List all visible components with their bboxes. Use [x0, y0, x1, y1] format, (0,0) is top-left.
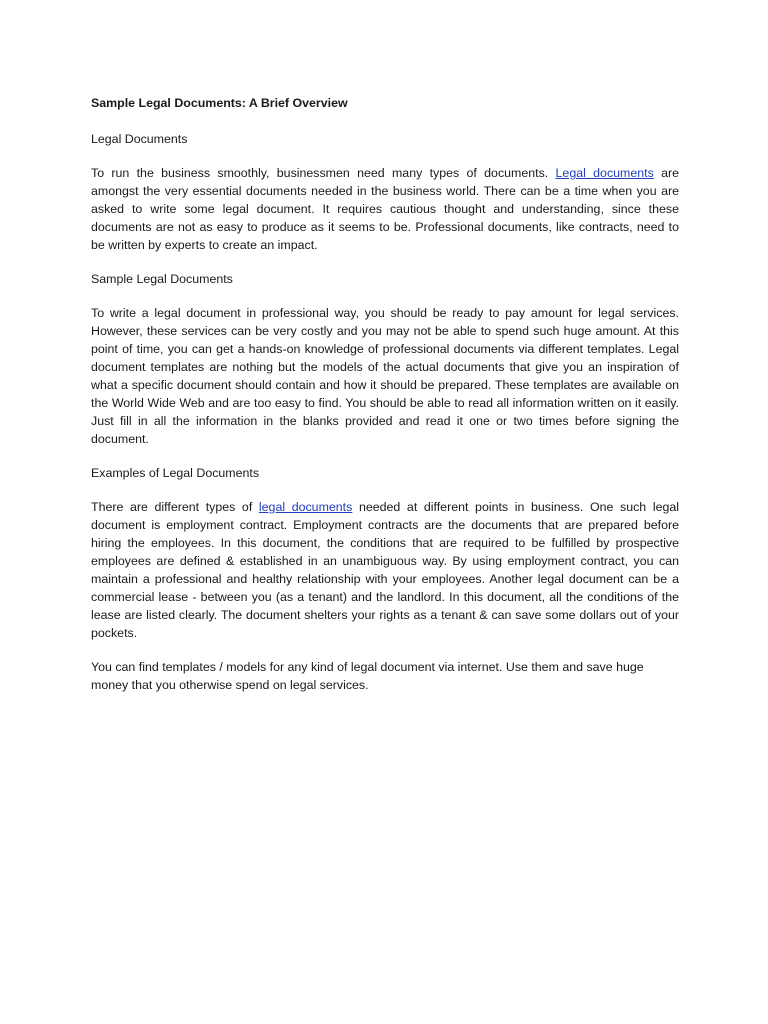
paragraph-examples: [91, 498, 679, 642]
legal-documents-link[interactable]: Legal documents: [555, 166, 654, 180]
document-title: Sample Legal Documents: A Brief Overview: [91, 96, 348, 110]
paragraph-text: are amongst the very essential documents needed in the business world. There can be a time when you are asked to write some legal document. It requires cautious thought and understanding, since these documents are not as easy to produce as it seems to be. Professional documents, like contracts, need to be written by experts to create an impact.: [91, 166, 680, 252]
section-heading-legal-documents: Legal Documents: [91, 132, 188, 146]
closing-paragraph: You can find templates / models for any kind of legal document via internet. Use them and save huge money that you otherwise spend on legal services.: [91, 660, 644, 692]
paragraph-sample-legal-documents: To write a legal document in professional way, you should be ready to pay amount for legal services. However, these services can be very costly and you may not be able to spend such huge amount. At this point of time, you can get a hands-on knowledge of professional documents via different templates. Legal document templates are nothing but the models of the actual documents that give you an inspiration of what a specific document should contain and how it should be prepared. These templates are available on the World Wide Web and are too easy to find. You should be able to read all information written on it easily. Just fill in all the information in the blanks provided and read it one or two times before signing the document.: [91, 306, 679, 446]
paragraph-text: needed at different points in business. One such legal document is employment contract. Employment contracts are the documents that are prepared before hiring the employees. In this document, the conditions that are required to be fulfilled by prospective employees are defined & established in an unambiguous way. By using employment contract, you can maintain a professional and healthy relationship with your employees. Another legal document can be a commercial lease - between you (as a tenant) and the landlord. In this document, all the conditions of the lease are listed clearly. The document shelters your rights as a tenant & can save some dollars out of your pockets.: [91, 500, 679, 640]
section-heading-sample-legal-documents: Sample Legal Documents: [91, 272, 233, 286]
document-page: [91, 94, 679, 710]
paragraph-text: There are different types of: [91, 500, 259, 514]
section-heading-examples: Examples of Legal Documents: [91, 466, 260, 480]
paragraph-legal-documents: [91, 164, 679, 254]
paragraph-text: To run the business smoothly, businessmen need many types of documents.: [91, 166, 556, 180]
legal-documents-link-2[interactable]: legal documents: [258, 500, 353, 514]
